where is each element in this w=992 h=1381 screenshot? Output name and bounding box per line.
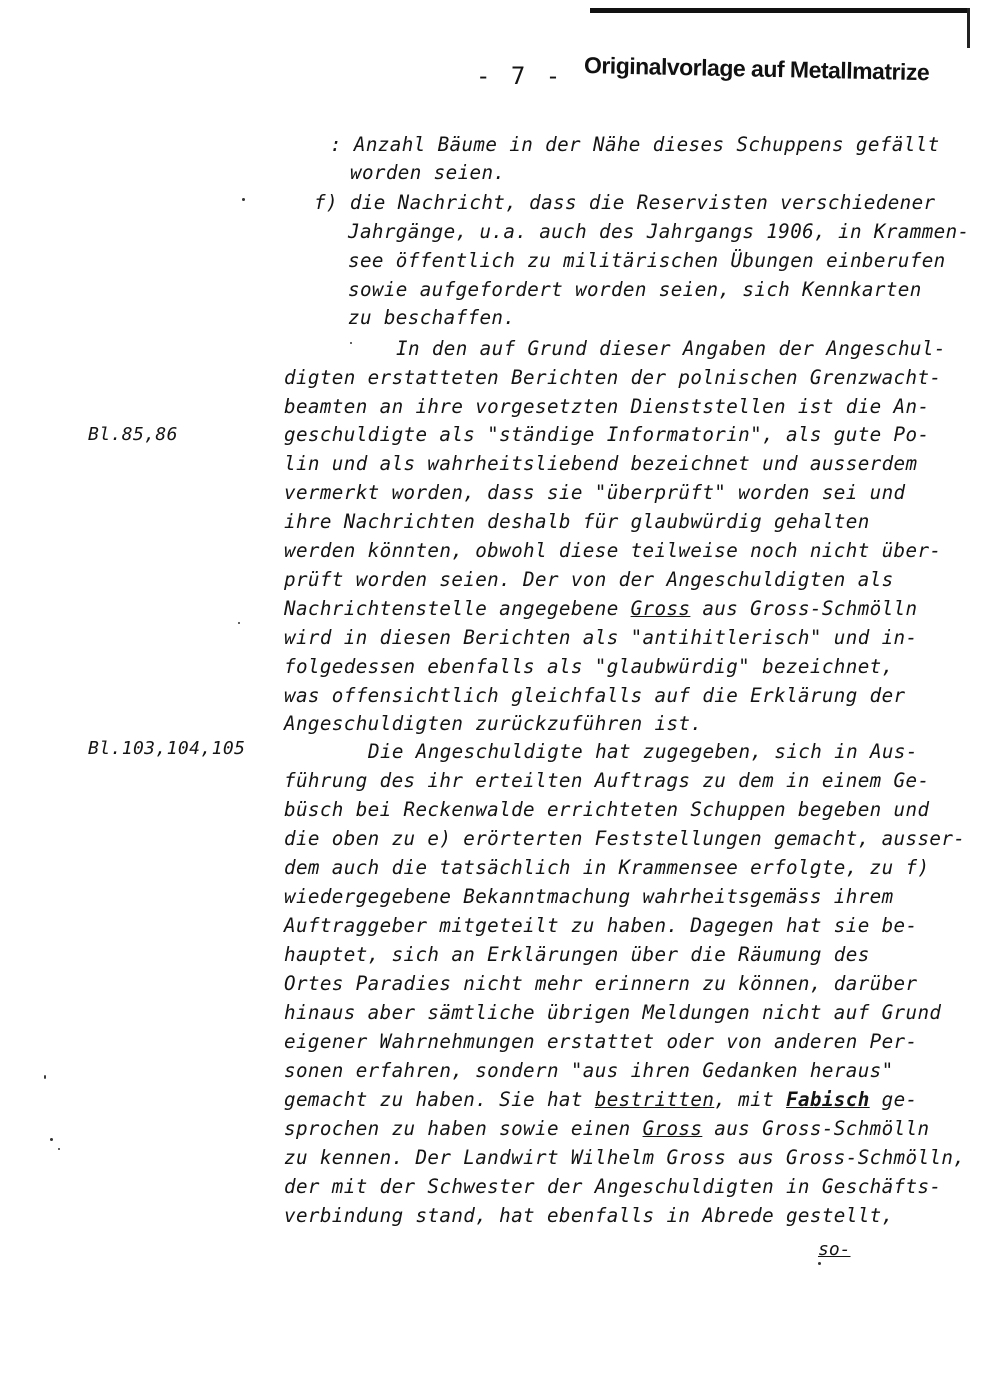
text-line: der mit der Schwester der Angeschuldigten in Geschäfts- bbox=[284, 1175, 942, 1198]
underlined-name: Fabisch bbox=[786, 1088, 870, 1111]
text-segment: sprochen zu haben sowie einen bbox=[284, 1117, 643, 1140]
text-line: zu beschaffen. bbox=[348, 306, 516, 329]
text-line: prüft worden seien. Der von der Angeschuldigten als bbox=[284, 568, 894, 591]
text-segment: aus Gross-Schmölln bbox=[690, 597, 918, 620]
text-line: was offensichtlich gleichfalls auf die Erklärung der bbox=[284, 684, 906, 707]
text-line: Die Angeschuldigte hat zugegeben, sich in Aus- bbox=[368, 740, 918, 763]
text-line: Jahrgänge, u.a. auch des Jahrgangs 1906, in Krammen- bbox=[348, 220, 970, 243]
text-line: verbindung stand, hat ebenfalls in Abrede gestellt, bbox=[284, 1204, 894, 1227]
text-line: sonen erfahren, sondern "aus ihren Gedanken heraus" bbox=[284, 1059, 894, 1082]
text-line: zu kennen. Der Landwirt Wilhelm Gross aus Gross-Schmölln, bbox=[284, 1146, 966, 1169]
text-line: dem auch die tatsächlich in Krammensee erfolgte, zu f) bbox=[284, 856, 930, 879]
underlined-word: bestritten bbox=[594, 1088, 715, 1111]
text-line: wird in diesen Berichten als "antihitlerisch" und in- bbox=[284, 626, 918, 649]
text-line: Ortes Paradies nicht mehr erinnern zu können, darüber bbox=[284, 972, 918, 995]
text-line: In den auf Grund dieser Angaben der Angeschul- bbox=[396, 337, 946, 360]
text-line: see öffentlich zu militärischen Übungen einberufen bbox=[348, 249, 946, 272]
original-template-stamp: Originalvorlage auf Metallmatrize bbox=[583, 52, 930, 86]
right-border-line bbox=[967, 8, 970, 48]
text-line bbox=[284, 595, 917, 623]
text-line: worden seien. bbox=[350, 161, 506, 184]
paper-speck bbox=[350, 342, 352, 344]
text-line: werden könnten, obwohl diese teilweise noch nicht über- bbox=[284, 539, 942, 562]
text-segment: ge- bbox=[869, 1088, 918, 1111]
margin-note-reference: Bl.103,104,105 bbox=[88, 738, 246, 759]
text-line: sowie aufgefordert worden seien, sich Kennkarten bbox=[348, 278, 922, 301]
text-line: vermerkt worden, dass sie "überprüft" worden sei und bbox=[284, 481, 906, 504]
paper-speck bbox=[44, 1075, 46, 1079]
text-line: folgedessen ebenfalls als "glaubwürdig" bezeichnet, bbox=[284, 655, 894, 678]
text-line: lin und als wahrheitsliebend bezeichnet und ausserdem bbox=[284, 452, 918, 475]
text-line: beamten an ihre vorgesetzten Dienststellen ist die An- bbox=[284, 395, 930, 418]
text-line: wiedergegebene Bekanntmachung wahrheitsgemäss ihrem bbox=[284, 885, 894, 908]
underlined-name: Gross bbox=[642, 1117, 703, 1140]
continuation-word: so- bbox=[818, 1239, 851, 1260]
text-segment: aus Gross-Schmölln bbox=[702, 1117, 930, 1140]
paper-speck bbox=[58, 1148, 60, 1150]
margin-note-reference: Bl.85,86 bbox=[88, 424, 178, 445]
text-line: die oben zu e) erörterten Feststellungen gemacht, ausser- bbox=[284, 827, 966, 850]
paper-speck bbox=[242, 198, 245, 201]
page-number: - 7 - bbox=[476, 62, 564, 90]
text-line: hauptet, sich an Erklärungen über die Räumung des bbox=[284, 943, 870, 966]
text-line: ihre Nachrichten deshalb für glaubwürdig gehalten bbox=[284, 510, 870, 533]
text-segment: Nachrichtenstelle angegebene bbox=[284, 597, 631, 620]
text-line: Angeschuldigten zurückzuführen ist. bbox=[284, 712, 703, 735]
paper-speck bbox=[238, 622, 240, 624]
paper-speck bbox=[818, 1262, 821, 1265]
text-line: digten erstatteten Berichten der polnischen Grenzwacht- bbox=[284, 366, 942, 389]
text-line: Auftraggeber mitgeteilt zu haben. Dagegen hat sie be- bbox=[284, 914, 918, 937]
text-line bbox=[284, 1086, 917, 1114]
text-line: büsch bei Reckenwalde errichteten Schuppen begeben und bbox=[284, 798, 930, 821]
paper-speck bbox=[50, 1138, 53, 1141]
text-line: hinaus aber sämtliche übrigen Meldungen nicht auf Grund bbox=[284, 1001, 942, 1024]
text-line: : Anzahl Bäume in der Nähe dieses Schuppens gefällt bbox=[330, 133, 940, 156]
text-line: eigener Wahrnehmungen erstattet oder von anderen Per- bbox=[284, 1030, 918, 1053]
underlined-name: Gross bbox=[630, 597, 691, 620]
text-line: geschuldigte als "ständige Informatorin", als gute Po- bbox=[284, 423, 930, 446]
text-segment: , mit bbox=[714, 1088, 786, 1111]
top-border-line bbox=[590, 8, 968, 13]
text-segment: gemacht zu haben. Sie hat bbox=[284, 1088, 595, 1111]
text-line bbox=[284, 1115, 929, 1143]
text-line: f) die Nachricht, dass die Reservisten verschiedener bbox=[314, 191, 936, 214]
text-line: führung des ihr erteilten Auftrags zu dem in einem Ge- bbox=[284, 769, 930, 792]
